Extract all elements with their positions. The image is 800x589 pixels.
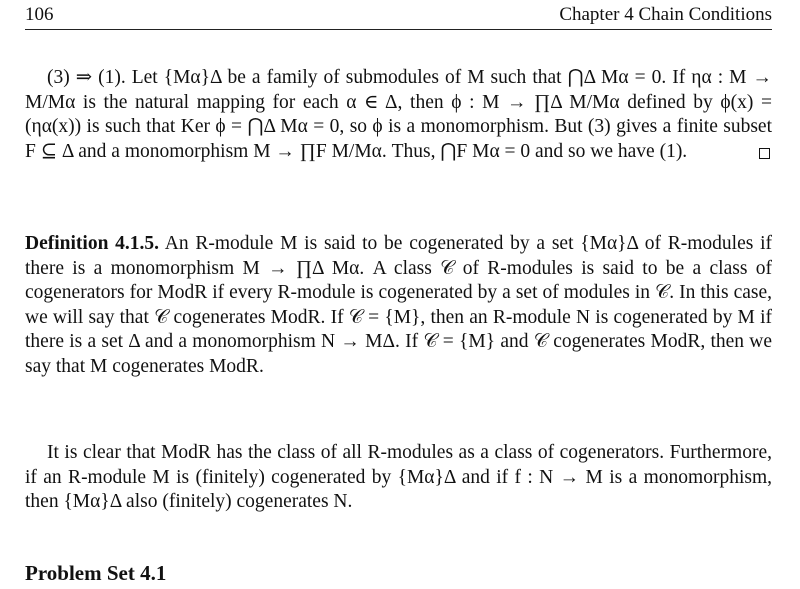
definition-label: Definition 4.1.5. — [25, 233, 160, 254]
proof-paragraph — [25, 66, 772, 164]
qed-square-icon — [759, 148, 770, 159]
section-heading: Problem Set 4.1 — [25, 561, 167, 585]
chapter-title: Chapter 4 Chain Conditions — [559, 4, 772, 25]
running-header — [25, 4, 772, 30]
remark-text: It is clear that ModR has the class of all R-modules as a class of cogenerators. Furthermore, if an R-module M is (finitely) cogenerated by {Mα}Δ and if f : N → M is a monomorphism, then {Mα}Δ also (finitely) cogenerates N. — [25, 442, 772, 512]
page-number: 106 — [25, 4, 54, 25]
remark-paragraph — [25, 441, 772, 515]
definition-paragraph — [25, 232, 772, 379]
proof-text: (3) ⇒ (1). Let {Mα}Δ be a family of submodules of M such that ⋂Δ Mα = 0. If ηα : M → M/Mα is the natural mapping for each α ∈ Δ, then ϕ : M → ∏Δ M/Mα defined by ϕ(x) = (ηα(x)) is such that Ker ϕ = ⋂Δ Mα = 0, so ϕ is a monomorphism. But (3) gives a finite subset F ⊆ Δ and a monomorphism M → ∏F M/Mα. Thus, ⋂F Mα = 0 and so we have (1). — [25, 67, 772, 162]
definition-text: An R-module M is said to be cogenerated by a set {Mα}Δ of R-modules if there is a monomorphism M → ∏Δ Mα. A class 𝒞 of R-modules is said to be a class of cogenerators for ModR if every R-module is cogenerated by a set of modules in 𝒞. In this case, we will say that 𝒞 cogenerates ModR. If 𝒞 = {M}, then an R-module N is cogenerated by M if there is a set Δ and a monomorphism N → MΔ. If 𝒞 = {M} and 𝒞 cogenerates ModR, then we say that M cogenerates ModR. — [25, 233, 772, 377]
